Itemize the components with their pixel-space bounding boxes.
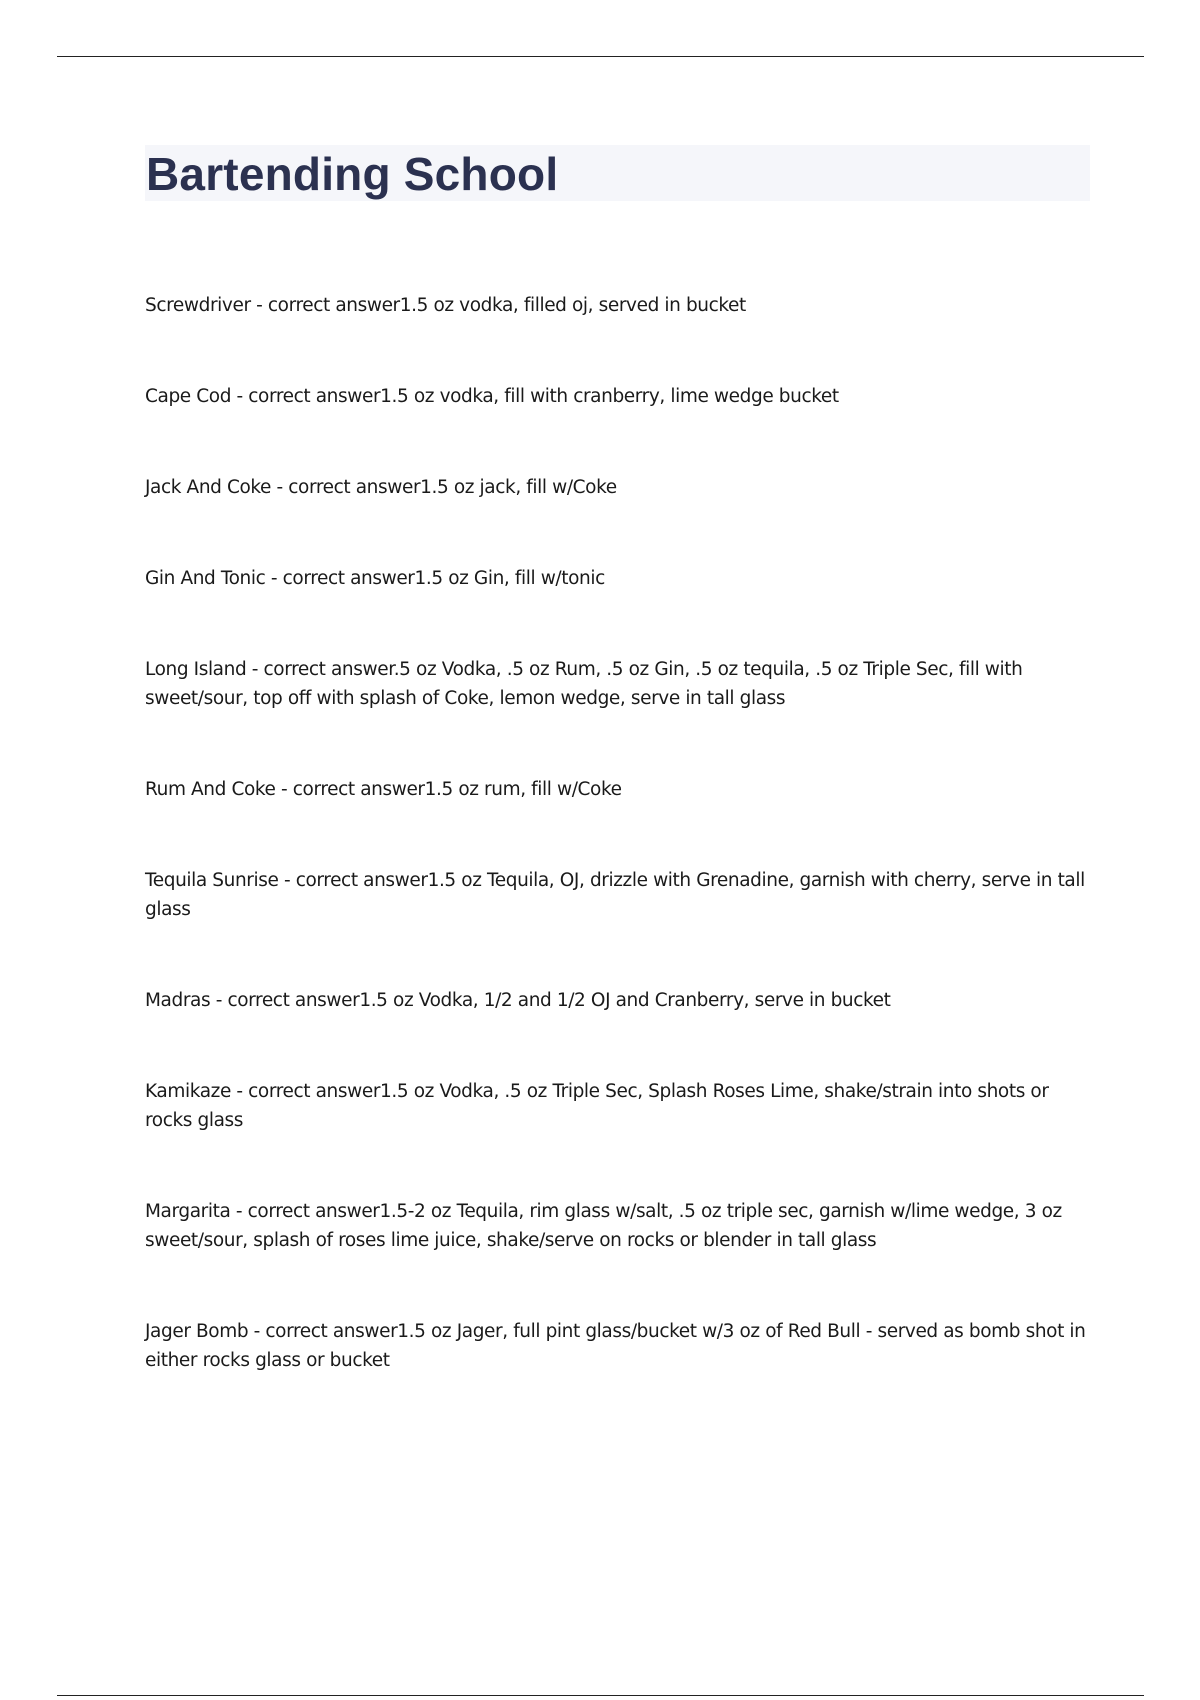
flashcard-entry: Gin And Tonic - correct answer1.5 oz Gin, fill w/tonic <box>145 568 605 589</box>
flashcard-entry: Cape Cod - correct answer1.5 oz vodka, fill with cranberry, lime wedge bucket <box>145 386 839 407</box>
flashcard-entry: Jack And Coke - correct answer1.5 oz jack, fill w/Coke <box>145 477 617 498</box>
bottom-rule <box>57 1695 1144 1696</box>
flashcard-entry: Margarita - correct answer1.5-2 oz Tequila, rim glass w/salt, .5 oz triple sec, garnish w/lime wedge, 3 oz sweet/sour, splash of roses lime juice, shake/serve on rocks or blender in tall glass <box>145 1201 1062 1251</box>
top-rule <box>57 56 1144 57</box>
flashcard-entry: Kamikaze - correct answer1.5 oz Vodka, .5 oz Triple Sec, Splash Roses Lime, shake/strain into shots or rocks glass <box>145 1081 1049 1131</box>
flashcard-entry: Madras - correct answer1.5 oz Vodka, 1/2 and 1/2 OJ and Cranberry, serve in bucket <box>145 990 891 1011</box>
page-title: Bartending School <box>146 148 559 200</box>
flashcard-entry: Rum And Coke - correct answer1.5 oz rum, fill w/Coke <box>145 779 622 800</box>
flashcard-entry: Long Island - correct answer.5 oz Vodka, .5 oz Rum, .5 oz Gin, .5 oz tequila, .5 oz Triple Sec, fill with sweet/sour, top off with splash of Coke, lemon wedge, serve in tall glass <box>145 659 1023 709</box>
flashcard-entry: Tequila Sunrise - correct answer1.5 oz Tequila, OJ, drizzle with Grenadine, garnish with cherry, serve in tall glass <box>145 870 1085 920</box>
flashcard-entry: Screwdriver - correct answer1.5 oz vodka, filled oj, served in bucket <box>145 295 746 316</box>
flashcard-entry: Jager Bomb - correct answer1.5 oz Jager, full pint glass/bucket w/3 oz of Red Bull - served as bomb shot in either rocks glass or bucket <box>145 1321 1086 1371</box>
